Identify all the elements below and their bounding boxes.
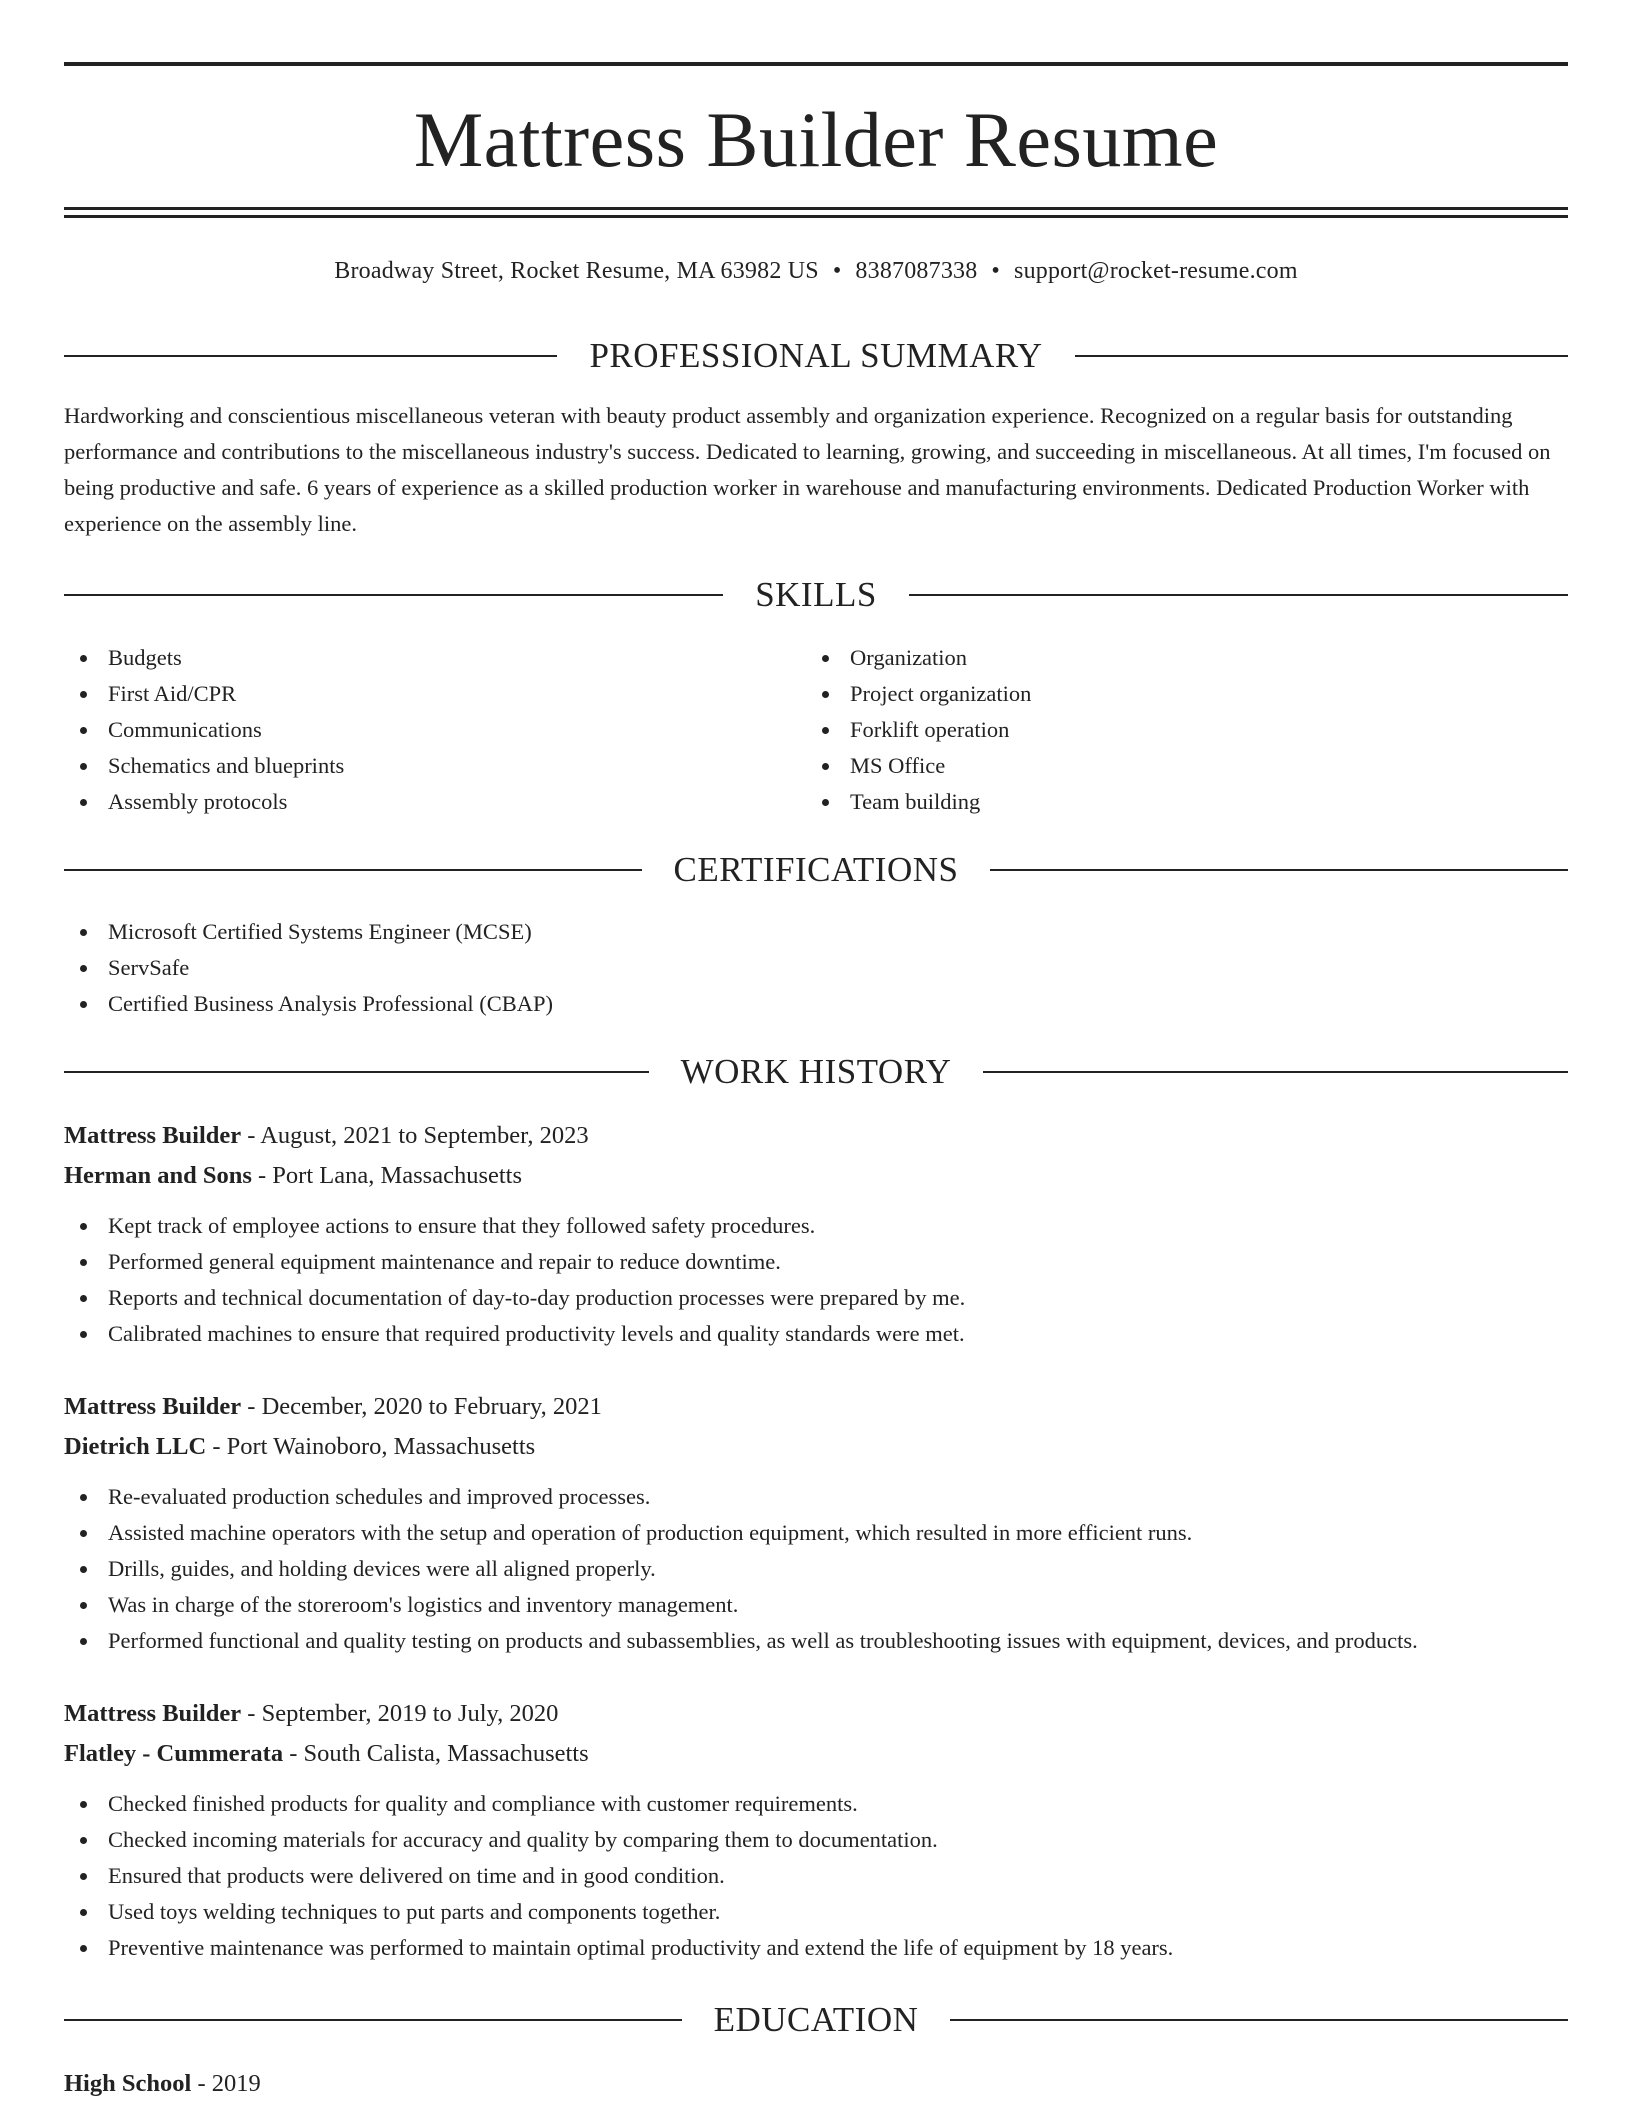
skills-section-header — [64, 573, 1568, 617]
work-section-header — [64, 1050, 1568, 1094]
skill-item: Team building — [806, 784, 1031, 820]
education-entry — [64, 2064, 261, 2104]
job-entry — [64, 1694, 1568, 1966]
job-company: Herman and Sons — [64, 1162, 252, 1189]
skill-item: Forklift operation — [806, 712, 1031, 748]
contact-separator: • — [991, 258, 1001, 284]
job-role-line — [64, 1694, 1568, 1734]
education-heading: EDUCATION — [713, 2000, 919, 2039]
job-entry — [64, 1387, 1568, 1659]
skills-list-left — [64, 640, 344, 820]
certifications-heading: CERTIFICATIONS — [673, 850, 959, 889]
certifications-list — [64, 914, 553, 1022]
job-bullet: Performed general equipment maintenance and repair to reduce downtime. — [64, 1244, 1568, 1280]
divider-line — [64, 2019, 682, 2021]
job-role-line — [64, 1387, 1568, 1427]
job-bullet: Preventive maintenance was performed to maintain optimal productivity and extend the life of equipment by 18 years. — [64, 1930, 1568, 1966]
job-role-line — [64, 1116, 1568, 1156]
job-bullet: Calibrated machines to ensure that required productivity levels and quality standards were met. — [64, 1316, 1568, 1352]
job-title: Mattress Builder — [64, 1700, 242, 1727]
job-bullet: Checked incoming materials for accuracy and quality by comparing them to documentation. — [64, 1822, 1568, 1858]
job-bullets — [64, 1786, 1568, 1966]
divider-line — [990, 869, 1568, 871]
skill-item: Organization — [806, 640, 1031, 676]
summary-text: Hardworking and conscientious miscellaneous veteran with beauty product assembly and organization experience. Recognized on a regular basis for outstanding performance and contributions to the miscellaneous industry's success. Dedicated to learning, growing, and succeeding in miscellaneous. At all times, I'm focused on being productive and safe. 6 years of experience as a skilled production worker in warehouse and manufacturing environments. Dedicated Production Worker with experience on the assembly line. — [64, 403, 1551, 536]
certification-item: Microsoft Certified Systems Engineer (MCSE) — [64, 914, 553, 950]
header-top-rule — [64, 62, 1568, 66]
job-company-line — [64, 1427, 1568, 1467]
contact-line — [64, 254, 1568, 288]
job-location: - Port Wainoboro, Massachusetts — [206, 1433, 536, 1460]
job-location: - Port Lana, Massachusetts — [251, 1162, 523, 1189]
certification-item: ServSafe — [64, 950, 553, 986]
job-bullet: Checked finished products for quality and compliance with customer requirements. — [64, 1786, 1568, 1822]
certification-item: Certified Business Analysis Professional (CBAP) — [64, 986, 553, 1022]
contact-email: support@rocket-resume.com — [1014, 258, 1298, 284]
skills-list-right — [806, 640, 1031, 820]
job-company-line — [64, 1734, 1568, 1774]
skill-item: Budgets — [64, 640, 344, 676]
certifications-section-header — [64, 848, 1568, 892]
divider-line — [64, 1071, 649, 1073]
header-rule-upper — [64, 207, 1568, 210]
education-section-header — [64, 1998, 1568, 2042]
job-bullet: Used toys welding techniques to put parts and components together. — [64, 1894, 1568, 1930]
divider-line — [64, 355, 557, 357]
job-dates: - September, 2019 to July, 2020 — [241, 1700, 559, 1727]
skill-item: Assembly protocols — [64, 784, 344, 820]
contact-phone: 8387087338 — [855, 258, 978, 284]
summary-heading: PROFESSIONAL SUMMARY — [589, 336, 1043, 375]
work-heading: WORK HISTORY — [680, 1052, 952, 1091]
summary-section-header — [64, 334, 1568, 378]
skill-item: MS Office — [806, 748, 1031, 784]
job-bullet: Re-evaluated production schedules and improved processes. — [64, 1479, 1568, 1515]
divider-line — [64, 594, 723, 596]
skill-item: Communications — [64, 712, 344, 748]
job-title: Mattress Builder — [64, 1393, 242, 1420]
job-company: Flatley - Cummerata — [64, 1740, 284, 1767]
skills-heading: SKILLS — [755, 575, 877, 614]
job-company-line — [64, 1156, 1568, 1196]
job-company: Dietrich LLC — [64, 1433, 207, 1460]
job-title: Mattress Builder — [64, 1122, 242, 1149]
contact-separator: • — [832, 258, 842, 284]
divider-line — [983, 1071, 1568, 1073]
job-bullet: Assisted machine operators with the setup and operation of production equipment, which resulted in more efficient runs. — [64, 1515, 1568, 1551]
job-dates: - August, 2021 to September, 2023 — [241, 1122, 589, 1149]
job-bullets — [64, 1479, 1568, 1659]
divider-line — [1075, 355, 1568, 357]
header-rule-lower — [64, 215, 1568, 218]
job-dates: - December, 2020 to February, 2021 — [241, 1393, 602, 1420]
divider-line — [909, 594, 1568, 596]
job-bullet: Reports and technical documentation of day-to-day production processes were prepared by me. — [64, 1280, 1568, 1316]
job-bullet: Drills, guides, and holding devices were all aligned properly. — [64, 1551, 1568, 1587]
job-bullet: Was in charge of the storeroom's logistics and inventory management. — [64, 1587, 1568, 1623]
job-location: - South Calista, Massachusetts — [283, 1740, 589, 1767]
job-bullet: Kept track of employee actions to ensure that they followed safety procedures. — [64, 1208, 1568, 1244]
job-bullets — [64, 1208, 1568, 1352]
skill-item: First Aid/CPR — [64, 676, 344, 712]
job-bullet: Performed functional and quality testing on products and subassemblies, as well as troubleshooting issues with equipment, devices, and products. — [64, 1623, 1568, 1659]
skill-item: Schematics and blueprints — [64, 748, 344, 784]
contact-address: Broadway Street, Rocket Resume, MA 63982 US — [334, 258, 819, 284]
skill-item: Project organization — [806, 676, 1031, 712]
divider-line — [950, 2019, 1568, 2021]
education-degree: High School — [64, 2070, 192, 2097]
resume-title: Mattress Builder Resume — [413, 96, 1219, 183]
job-bullet: Ensured that products were delivered on time and in good condition. — [64, 1858, 1568, 1894]
job-entry — [64, 1116, 1568, 1352]
education-year: - 2019 — [191, 2070, 261, 2097]
divider-line — [64, 869, 642, 871]
